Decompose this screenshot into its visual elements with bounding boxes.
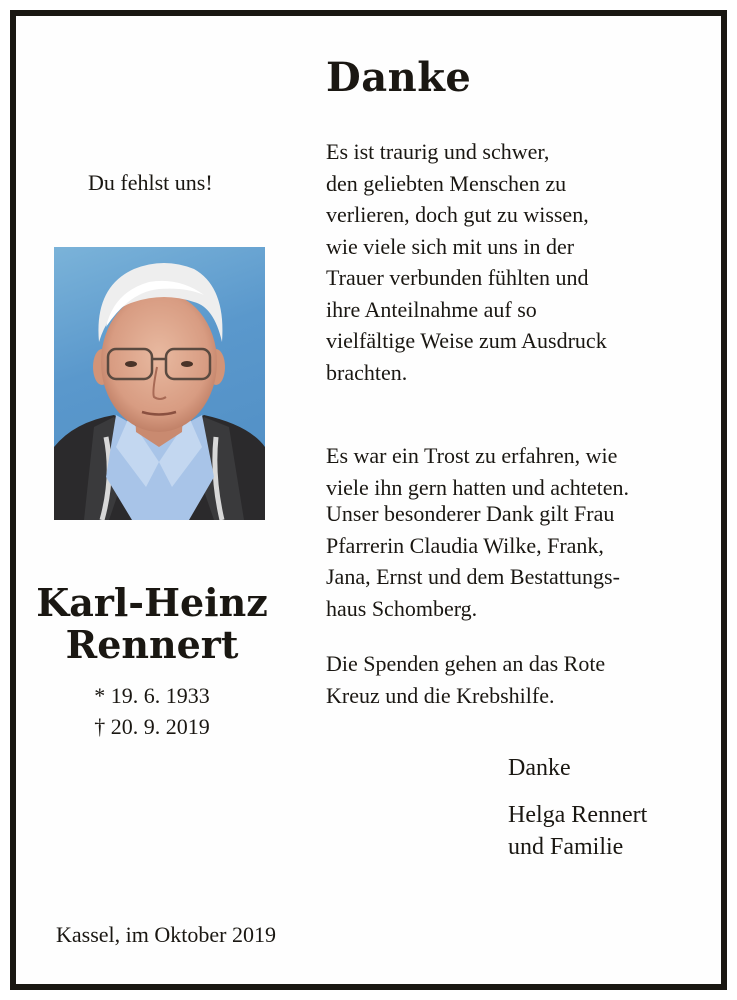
message-line: haus Schomberg. — [326, 595, 478, 621]
obituary-card — [10, 10, 727, 990]
message-paragraph-4 — [326, 648, 706, 711]
message-line: Pfarrerin Claudia Wilke, Frank, — [326, 532, 604, 558]
message-paragraph-2 — [326, 440, 706, 503]
deceased-last-name: Rennert — [65, 622, 239, 667]
message-line: brachten. — [326, 359, 408, 385]
message-line: Kreuz und die Krebshilfe. — [326, 682, 555, 708]
signature-line-2: und Familie — [508, 834, 624, 860]
message-line: viele ihn gern hatten und achteten. — [326, 474, 629, 500]
message-line: Die Spenden gehen an das Rote — [326, 651, 606, 676]
signature-names — [508, 799, 647, 863]
message-line: Jana, Ernst und dem Bestattungs- — [326, 564, 620, 589]
message-line: ihre Anteilnahme auf so — [326, 296, 537, 322]
message-line: verlieren, doch gut zu wissen, — [326, 202, 589, 227]
deceased-first-name: Karl-Heinz — [36, 580, 268, 625]
message-line: Es ist traurig und schwer, — [326, 139, 550, 164]
death-date: † 20. 9. 2019 — [94, 714, 210, 739]
portrait-photo — [54, 247, 265, 520]
message-line: Unser besonderer Dank gilt Frau — [326, 501, 615, 526]
place-and-date: Kassel, im Oktober 2019 — [56, 922, 276, 947]
signature-thanks: Danke — [508, 755, 571, 781]
birth-date: * 19. 6. 1933 — [94, 683, 210, 708]
heading: Danke — [326, 54, 472, 101]
tagline: Du fehlst uns! — [88, 170, 213, 195]
message-line: wie viele sich mit uns in der — [326, 233, 575, 259]
message-line: Trauer verbunden fühlten und — [326, 265, 589, 290]
message-line: vielfältige Weise zum Ausdruck — [326, 328, 607, 353]
message-line: Es war ein Trost zu erfahren, wie — [326, 443, 618, 468]
message-paragraph-1 — [326, 136, 706, 388]
portrait-illustration — [54, 247, 265, 520]
message-paragraph-3 — [326, 498, 706, 624]
signature-line-1: Helga Rennert — [508, 802, 648, 828]
message-line: den geliebten Menschen zu — [326, 170, 567, 196]
